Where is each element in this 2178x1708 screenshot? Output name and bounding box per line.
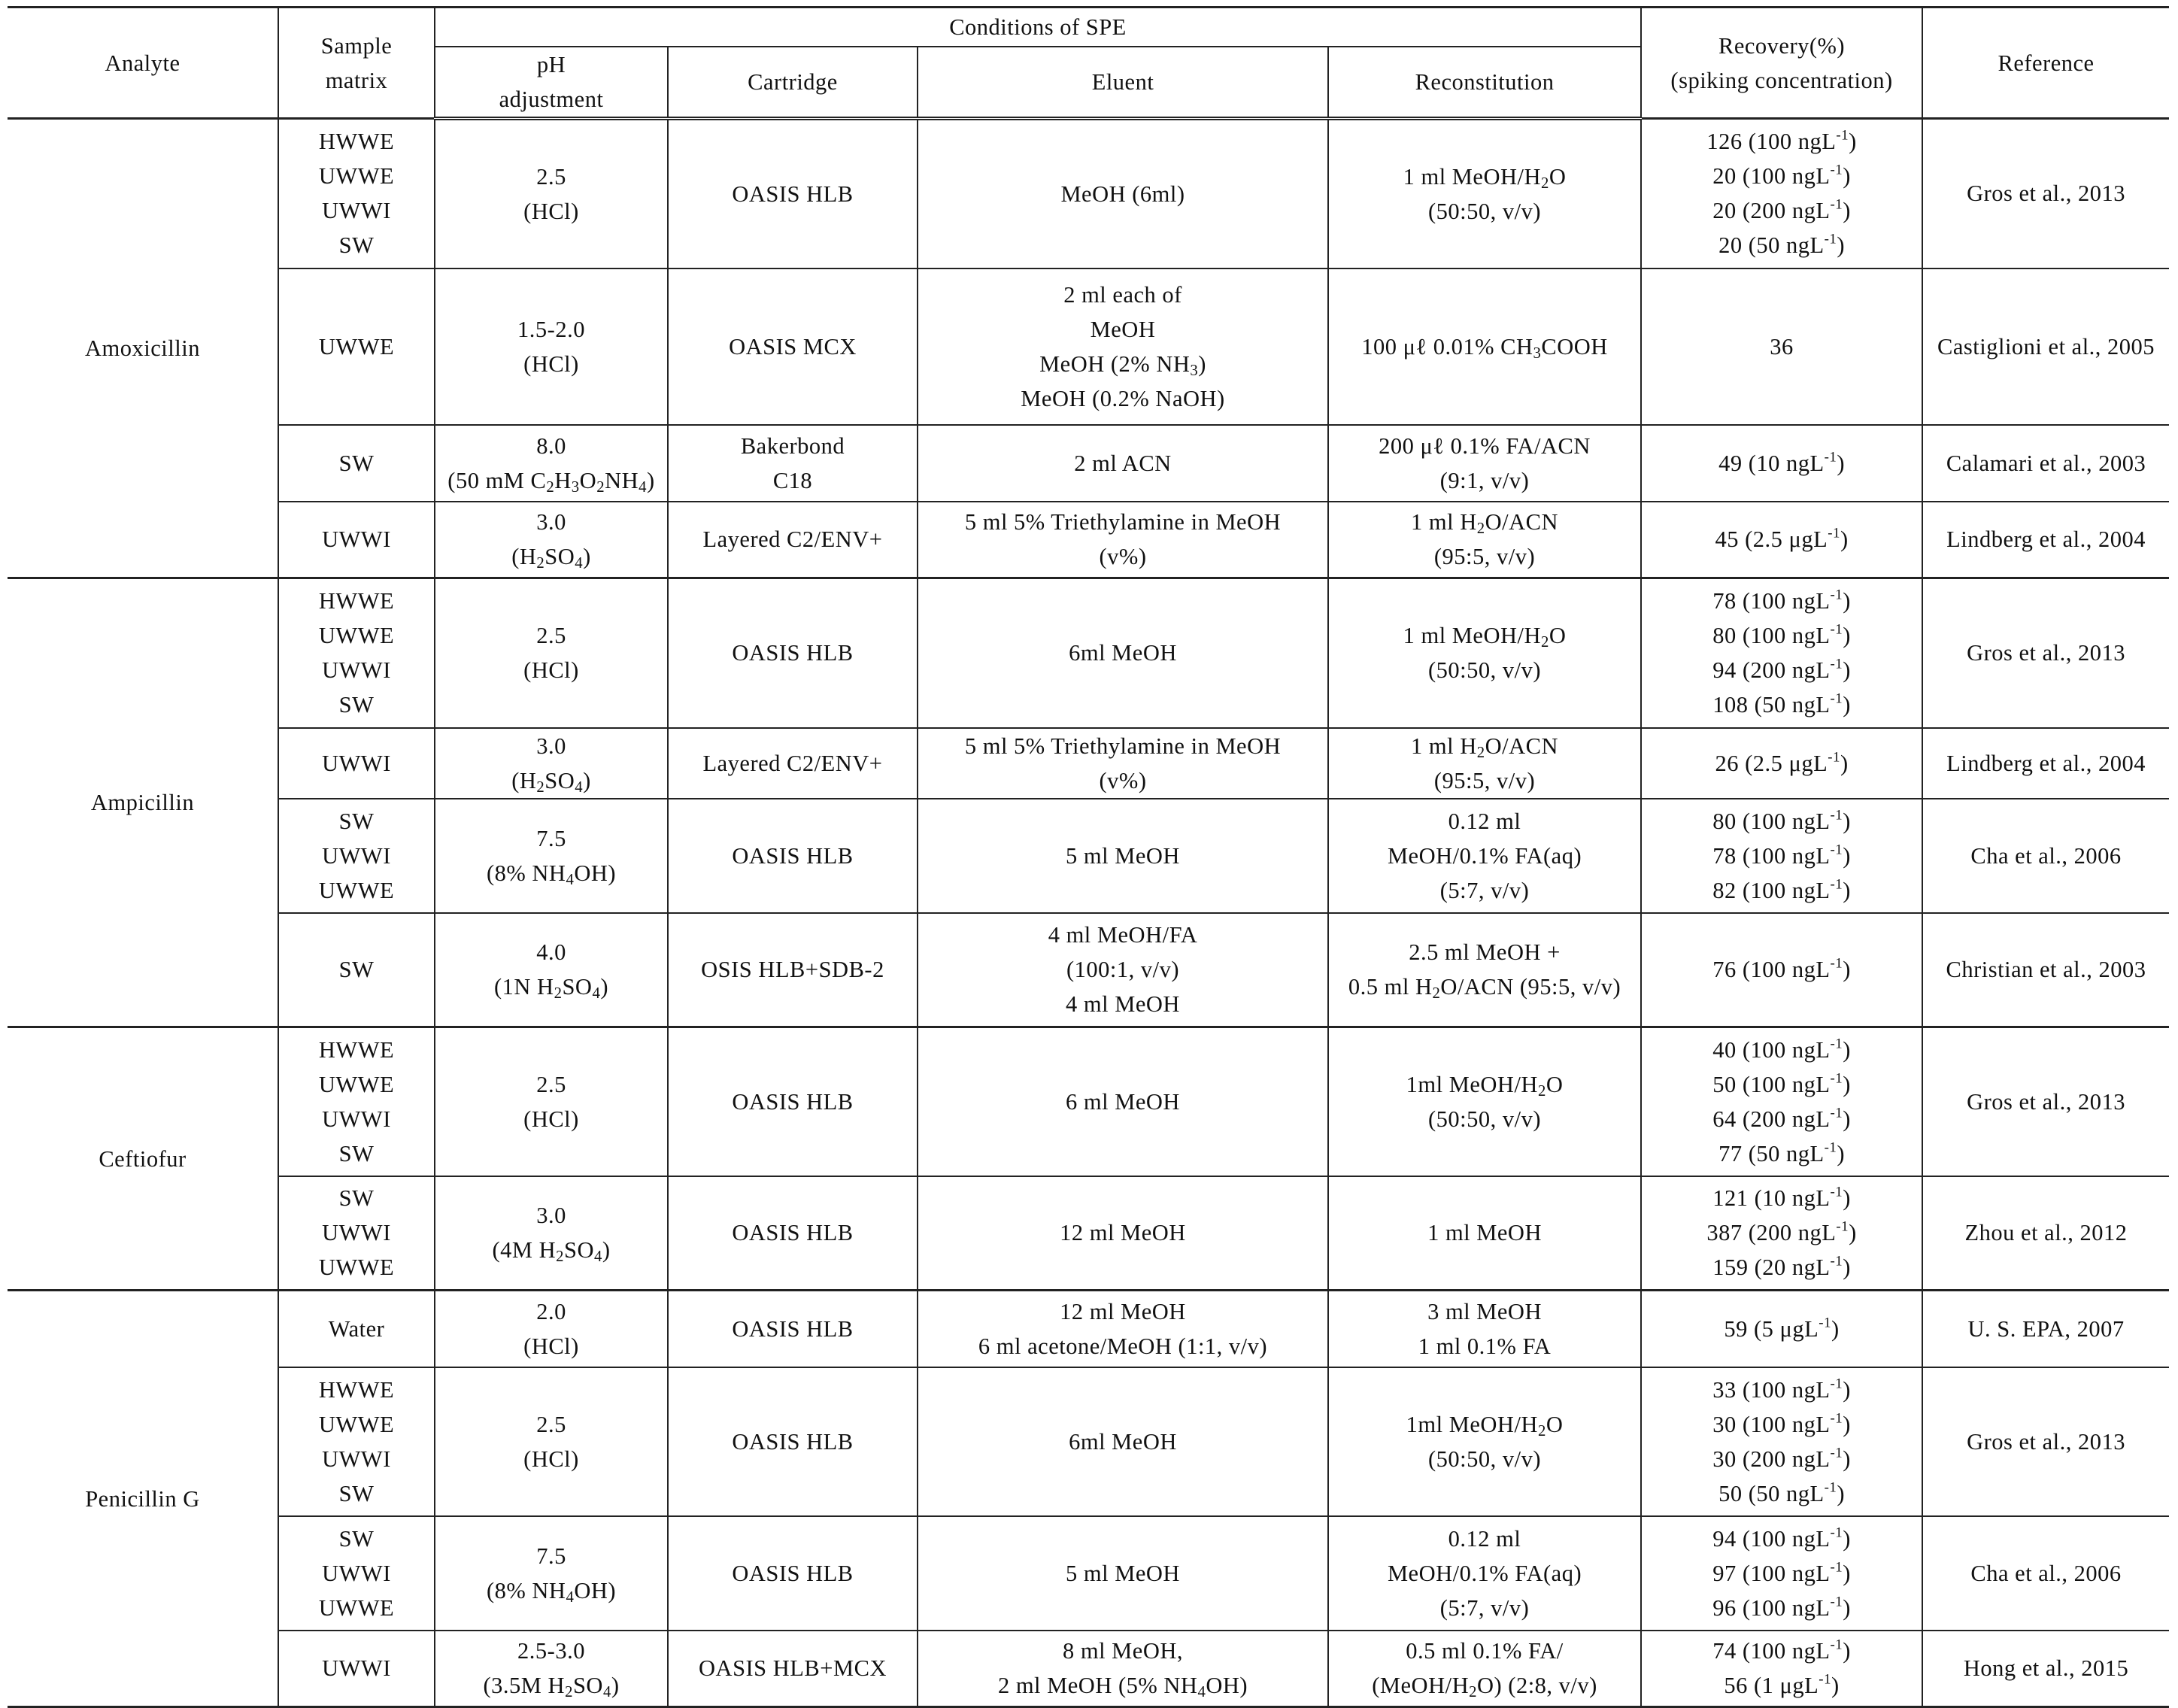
eluent-cell (918, 913, 1328, 1027)
sample-matrix-cell-line: SW (338, 450, 375, 476)
eluent-cell-line: 4 ml MeOH/FA (1048, 922, 1198, 948)
eluent-cell-line: 4 ml MeOH (1066, 991, 1180, 1018)
sample-matrix-cell-line: SW (338, 1185, 375, 1212)
recovery-cell-line: 78 (100 ngL$^{-1}$) (1712, 587, 1851, 614)
recovery-cell (1641, 1367, 1922, 1516)
ph-cell-line: (3.5M $H_2SO_4$) (483, 1673, 620, 1701)
reference-cell: Gros et al., 2013 (1922, 119, 2169, 268)
sample-matrix-cell-line: HWWE (318, 1376, 395, 1403)
reconstitution-cell (1328, 913, 1641, 1027)
sample-matrix-cell (278, 1291, 435, 1367)
recovery-cell (1641, 119, 1922, 268)
ph-cell-line: 2.5 (536, 163, 566, 190)
sample-matrix-cell-line: UWWI (322, 198, 391, 224)
reconstitution-cell (1328, 268, 1641, 425)
cartridge-cell (668, 728, 918, 799)
header-sample-matrix-line: matrix (325, 67, 388, 93)
cartridge-cell-line: OASIS HLB (732, 181, 854, 207)
spe-conditions-table (8, 6, 2169, 1708)
reference-cell: Gros et al., 2013 (1922, 1367, 2169, 1516)
ph-cell (435, 1176, 668, 1291)
recovery-cell (1641, 913, 1922, 1027)
reconstitution-cell-line: $(MeOH/H_2O)$ (2:8, v/v) (1372, 1673, 1597, 1701)
eluent-cell-line: MeOH (1090, 316, 1156, 342)
reconstitution-cell-line: 1 ml $H_2O$/ACN (1411, 509, 1559, 538)
sample-matrix-cell-line: UWWI (322, 1106, 391, 1132)
reconstitution-cell-line: 1 ml MeOH/$H_2O$ (1403, 163, 1567, 192)
reconstitution-cell-line: (50:50, v/v) (1428, 1446, 1542, 1472)
cartridge-cell (668, 578, 918, 728)
ph-cell-line: 2.5-3.0 (517, 1638, 585, 1664)
sample-matrix-cell-line: UWWE (318, 1071, 395, 1097)
cartridge-cell (668, 502, 918, 578)
recovery-cell (1641, 728, 1922, 799)
header-reference: Reference (1922, 8, 2169, 119)
sample-matrix-cell-line: UWWE (318, 163, 395, 190)
cartridge-cell-line: OASIS HLB (732, 1560, 854, 1586)
sample-matrix-cell-line: SW (338, 1525, 375, 1552)
ph-cell (435, 1291, 668, 1367)
sample-matrix-cell (278, 1516, 435, 1631)
cartridge-cell (668, 913, 918, 1027)
analyte-cell: Ampicillin (8, 578, 278, 1027)
recovery-cell-line: 64 (200 ngL$^{-1}$) (1712, 1105, 1851, 1132)
sample-matrix-cell-line: UWWI (322, 750, 391, 776)
cartridge-cell-line: OASIS HLB (732, 842, 854, 869)
sample-matrix-cell-line: SW (338, 1480, 375, 1506)
eluent-cell-line: (v%) (1099, 544, 1147, 570)
sample-matrix-cell (278, 913, 435, 1027)
ph-cell (435, 913, 668, 1027)
eluent-cell-line: 5 ml 5% Triethylamine in MeOH (964, 733, 1282, 759)
reference-cell: Gros et al., 2013 (1922, 1027, 2169, 1176)
eluent-cell (918, 799, 1328, 913)
recovery-cell-line: 96 (100 ngL$^{-1}$) (1712, 1594, 1851, 1621)
reference-cell: Gros et al., 2013 (1922, 578, 2169, 728)
table-header (8, 8, 2169, 119)
analyte-cell: Amoxicillin (8, 119, 278, 578)
cartridge-cell-line: OASIS HLB (732, 1315, 854, 1342)
reconstitution-cell (1328, 578, 1641, 728)
recovery-cell-line: 94 (100 ngL$^{-1}$) (1712, 1524, 1851, 1552)
ph-cell-line: (HCl) (523, 350, 579, 377)
header-sample-matrix (278, 8, 435, 119)
eluent-cell-line: 2 ml each of (1063, 281, 1182, 308)
header-eluent: Eluent (918, 47, 1328, 119)
eluent-cell-line: MeOH (0.2% NaOH) (1021, 385, 1225, 411)
ph-cell-line: 3.0 (536, 733, 566, 759)
recovery-cell-line: 77 (50 ngL$^{-1}$) (1718, 1139, 1846, 1166)
reconstitution-cell-line: (50:50, v/v) (1428, 198, 1542, 224)
eluent-cell-line: 5 ml MeOH (1066, 842, 1180, 869)
ph-cell (435, 502, 668, 578)
recovery-cell-line: 49 (10 ngL$^{-1}$) (1718, 449, 1846, 476)
recovery-cell (1641, 425, 1922, 502)
recovery-cell-line: 50 (50 ngL$^{-1}$) (1718, 1479, 1846, 1506)
recovery-cell-line: 74 (100 ngL$^{-1}$) (1712, 1637, 1851, 1664)
recovery-cell-line: 30 (200 ngL$^{-1}$) (1712, 1445, 1851, 1472)
eluent-cell (918, 502, 1328, 578)
sample-matrix-cell (278, 119, 435, 268)
eluent-cell-line: 8 ml MeOH, (1062, 1638, 1184, 1664)
eluent-cell (918, 1176, 1328, 1291)
sample-matrix-cell-line: HWWE (318, 588, 395, 614)
ph-cell-line: 2.5 (536, 623, 566, 649)
reconstitution-cell-line: (50:50, v/v) (1428, 657, 1542, 684)
reference-cell: Lindberg et al., 2004 (1922, 728, 2169, 799)
reference-cell: Castiglioni et al., 2005 (1922, 268, 2169, 425)
recovery-cell (1641, 1027, 1922, 1176)
ph-cell-line: (1N $H_2SO_4$) (493, 974, 608, 1003)
sample-matrix-cell-line: SW (338, 692, 375, 718)
cartridge-cell-line: OASIS HLB+MCX (699, 1655, 887, 1682)
ph-cell-line: (8% $NH_4OH$) (486, 1577, 617, 1606)
recovery-cell-line: 159 (20 ngL$^{-1}$) (1712, 1253, 1851, 1281)
sample-matrix-cell-line: UWWI (322, 1655, 391, 1682)
ph-cell (435, 268, 668, 425)
eluent-cell-line: 2 ml MeOH (5% $NH_4OH$) (997, 1673, 1248, 1701)
recovery-cell-line: 20 (100 ngL$^{-1}$) (1712, 162, 1851, 190)
eluent-cell-line: 12 ml MeOH (1060, 1220, 1186, 1246)
cartridge-cell (668, 799, 918, 913)
ph-cell (435, 1516, 668, 1631)
sample-matrix-cell (278, 1176, 435, 1291)
recovery-cell-line: 80 (100 ngL$^{-1}$) (1712, 807, 1851, 834)
recovery-cell-line: 20 (200 ngL$^{-1}$) (1712, 196, 1851, 224)
spe-table-page (8, 6, 2169, 1701)
ph-cell (435, 1631, 668, 1707)
reference-cell: Zhou et al., 2012 (1922, 1176, 2169, 1291)
ph-cell-line: 3.0 (536, 1203, 566, 1229)
ph-cell (435, 799, 668, 913)
table-row (8, 268, 2169, 425)
reconstitution-cell-line: (5:7, v/v) (1439, 877, 1530, 903)
sample-matrix-cell-line: SW (338, 957, 375, 983)
analyte-cell: Penicillin G (8, 1291, 278, 1707)
cartridge-cell (668, 1176, 918, 1291)
recovery-cell-line: 26 (2.5 μgL$^{-1}$) (1715, 749, 1849, 776)
analyte-cell: Ceftiofur (8, 1027, 278, 1291)
sample-matrix-cell-line: HWWE (318, 129, 395, 155)
reference-cell: Lindberg et al., 2004 (1922, 502, 2169, 578)
ph-cell-line: 3.0 (536, 509, 566, 535)
eluent-cell (918, 1516, 1328, 1631)
eluent-cell (918, 1631, 1328, 1707)
sample-matrix-cell-line: UWWI (322, 526, 391, 553)
header-cartridge: Cartridge (668, 47, 918, 119)
reconstitution-cell-line: 1 ml $H_2O$/ACN (1411, 733, 1559, 761)
eluent-cell-line: 12 ml MeOH (1060, 1298, 1186, 1324)
recovery-cell (1641, 578, 1922, 728)
recovery-cell-line: 45 (2.5 μgL$^{-1}$) (1715, 525, 1849, 553)
cartridge-cell (668, 1027, 918, 1176)
sample-matrix-cell (278, 578, 435, 728)
reconstitution-cell-line: 200 μℓ 0.1% FA/ACN (1379, 432, 1591, 459)
recovery-cell-line: 76 (100 ngL$^{-1}$) (1712, 955, 1851, 983)
recovery-cell (1641, 799, 1922, 913)
reconstitution-cell-line: 1 ml MeOH (1427, 1220, 1542, 1246)
sample-matrix-cell-line: UWWI (322, 1446, 391, 1472)
cartridge-cell-line: Layered C2/ENV+ (702, 750, 883, 776)
eluent-cell-line: (100:1, v/v) (1066, 957, 1179, 983)
reconstitution-cell-line: 100 μℓ 0.01% $CH_3COOH$ (1361, 333, 1608, 362)
header-sample-matrix-line: Sample (320, 32, 393, 59)
sample-matrix-cell-line: UWWE (318, 1594, 395, 1621)
recovery-cell-line: 20 (50 ngL$^{-1}$) (1718, 231, 1846, 259)
recovery-cell-line: 108 (50 ngL$^{-1}$) (1712, 690, 1851, 718)
reconstitution-cell-line: (95:5, v/v) (1433, 544, 1536, 570)
sample-matrix-cell (278, 1631, 435, 1707)
ph-cell (435, 119, 668, 268)
eluent-cell (918, 1027, 1328, 1176)
ph-cell-line: (HCl) (523, 1333, 579, 1359)
recovery-cell-line: 56 (1 μgL$^{-1}$) (1724, 1671, 1840, 1699)
reference-cell: Hong et al., 2015 (1922, 1631, 2169, 1707)
table-body (8, 119, 2169, 1707)
table-row (8, 1516, 2169, 1631)
eluent-cell (918, 728, 1328, 799)
sample-matrix-cell-line: UWWE (318, 877, 395, 903)
cartridge-cell-line: Layered C2/ENV+ (702, 526, 883, 553)
recovery-cell-line: 387 (200 ngL$^{-1}$) (1706, 1218, 1857, 1246)
recovery-cell-line: 121 (10 ngL$^{-1}$) (1712, 1184, 1851, 1212)
reconstitution-cell (1328, 799, 1641, 913)
cartridge-cell-line: Bakerbond (740, 432, 845, 459)
eluent-cell (918, 1291, 1328, 1367)
cartridge-cell-line: OASIS MCX (729, 333, 857, 359)
sample-matrix-cell (278, 1367, 435, 1516)
recovery-cell-line: 59 (5 μgL$^{-1}$) (1724, 1315, 1840, 1342)
eluent-cell (918, 1367, 1328, 1516)
table-row (8, 1631, 2169, 1707)
ph-cell-line: (HCl) (523, 1446, 579, 1472)
sample-matrix-cell-line: SW (338, 232, 375, 259)
recovery-cell (1641, 1631, 1922, 1707)
sample-matrix-cell-line: UWWI (322, 657, 391, 684)
reconstitution-cell (1328, 1291, 1641, 1367)
ph-cell-line: (8% $NH_4OH$) (486, 860, 617, 888)
recovery-cell-line: 97 (100 ngL$^{-1}$) (1712, 1559, 1851, 1586)
sample-matrix-cell-line: UWWI (322, 842, 391, 869)
reconstitution-cell (1328, 1367, 1641, 1516)
reconstitution-cell-line: 0.12 ml (1448, 1525, 1521, 1552)
eluent-cell-line: 2 ml ACN (1074, 450, 1172, 476)
recovery-cell (1641, 502, 1922, 578)
header-recovery-line: (spiking concentration) (1670, 67, 1893, 93)
ph-cell-line: $(H_2SO_4)$ (511, 544, 591, 572)
reconstitution-cell-line: 2.5 ml MeOH + (1409, 939, 1561, 966)
reconstitution-cell (1328, 425, 1641, 502)
ph-cell-line: (HCl) (523, 198, 579, 224)
recovery-cell-line: 126 (100 ngL$^{-1}$) (1706, 127, 1857, 155)
sample-matrix-cell (278, 728, 435, 799)
eluent-cell (918, 268, 1328, 425)
reconstitution-cell (1328, 119, 1641, 268)
ph-cell-line: 4.0 (536, 939, 566, 966)
cartridge-cell-line: C18 (772, 467, 813, 493)
eluent-cell-line: MeOH (2% $NH_3$) (1039, 350, 1206, 379)
sample-matrix-cell-line: UWWI (322, 1220, 391, 1246)
cartridge-cell-line: OASIS HLB (732, 640, 854, 666)
recovery-cell (1641, 1516, 1922, 1631)
eluent-cell-line: 5 ml 5% Triethylamine in MeOH (964, 509, 1282, 535)
reconstitution-cell-line: 0.12 ml (1448, 808, 1521, 834)
cartridge-cell-line: OASIS HLB (732, 1088, 854, 1115)
header-ph-adjustment (435, 47, 668, 119)
sample-matrix-cell (278, 425, 435, 502)
cartridge-cell (668, 1631, 918, 1707)
recovery-cell-line: 40 (100 ngL$^{-1}$) (1712, 1036, 1851, 1063)
reference-cell: Christian et al., 2003 (1922, 913, 2169, 1027)
recovery-cell-line: 94 (200 ngL$^{-1}$) (1712, 656, 1851, 684)
sample-matrix-cell (278, 1027, 435, 1176)
eluent-cell-line: 5 ml MeOH (1066, 1560, 1180, 1586)
reconstitution-cell (1328, 1027, 1641, 1176)
sample-matrix-cell (278, 502, 435, 578)
ph-cell (435, 425, 668, 502)
sample-matrix-cell (278, 268, 435, 425)
sample-matrix-cell (278, 799, 435, 913)
recovery-cell-line: 30 (100 ngL$^{-1}$) (1712, 1410, 1851, 1437)
sample-matrix-cell-line: UWWE (318, 1411, 395, 1437)
reconstitution-cell-line: MeOH/0.1% FA(aq) (1387, 1560, 1582, 1586)
header-conditions-of-spe: Conditions of SPE (435, 8, 1641, 47)
reconstitution-cell-line: 1 ml MeOH/$H_2O$ (1403, 623, 1567, 651)
reconstitution-cell (1328, 1516, 1641, 1631)
reference-cell: Cha et al., 2006 (1922, 799, 2169, 913)
cartridge-cell (668, 119, 918, 268)
ph-cell-line: 8.0 (536, 432, 566, 459)
table-row (8, 1176, 2169, 1291)
cartridge-cell (668, 425, 918, 502)
recovery-cell-line: 82 (100 ngL$^{-1}$) (1712, 876, 1851, 903)
ph-cell-line: 2.5 (536, 1411, 566, 1437)
table-row (8, 578, 2169, 728)
ph-cell-line: (4M $H_2SO_4$) (492, 1237, 611, 1266)
reconstitution-cell-line: 1ml MeOH/$H_2O$ (1406, 1071, 1564, 1100)
reconstitution-cell-line: (5:7, v/v) (1439, 1594, 1530, 1621)
ph-cell-line: $(H_2SO_4)$ (511, 767, 591, 796)
ph-cell-line: (HCl) (523, 1106, 579, 1132)
header-ph-line: adjustment (499, 86, 604, 112)
reconstitution-cell-line: (95:5, v/v) (1433, 767, 1536, 793)
table-row (8, 119, 2169, 268)
header-analyte: Analyte (8, 8, 278, 119)
table-row (8, 913, 2169, 1027)
eluent-cell-line: 6 ml MeOH (1066, 1088, 1180, 1115)
eluent-cell-line: 6 ml acetone/MeOH (1:1, v/v) (978, 1333, 1268, 1359)
reconstitution-cell (1328, 502, 1641, 578)
recovery-cell (1641, 268, 1922, 425)
cartridge-cell (668, 1367, 918, 1516)
table-row (8, 1367, 2169, 1516)
sample-matrix-cell-line: UWWE (318, 333, 395, 359)
sample-matrix-cell-line: UWWE (318, 623, 395, 649)
cartridge-cell (668, 1291, 918, 1367)
table-row (8, 799, 2169, 913)
sample-matrix-cell-line: UWWI (322, 1560, 391, 1586)
ph-cell (435, 578, 668, 728)
reconstitution-cell-line: 1 ml 0.1% FA (1418, 1333, 1552, 1359)
eluent-cell-line: MeOH (6ml) (1060, 181, 1185, 207)
recovery-cell-line: 36 (1770, 333, 1794, 359)
recovery-cell-line: 78 (100 ngL$^{-1}$) (1712, 842, 1851, 869)
eluent-cell (918, 425, 1328, 502)
cartridge-cell (668, 1516, 918, 1631)
ph-cell (435, 728, 668, 799)
eluent-cell-line: 6ml MeOH (1069, 640, 1177, 666)
sample-matrix-cell-line: HWWE (318, 1036, 395, 1063)
sample-matrix-cell-line: SW (338, 808, 375, 834)
recovery-cell-line: 33 (100 ngL$^{-1}$) (1712, 1376, 1851, 1403)
ph-cell (435, 1027, 668, 1176)
eluent-cell (918, 578, 1328, 728)
recovery-cell (1641, 1176, 1922, 1291)
sample-matrix-cell-line: SW (338, 1140, 375, 1166)
reconstitution-cell (1328, 1631, 1641, 1707)
reconstitution-cell-line: (9:1, v/v) (1439, 467, 1530, 493)
cartridge-cell (668, 268, 918, 425)
cartridge-cell-line: OASIS HLB (732, 1220, 854, 1246)
reference-cell: Cha et al., 2006 (1922, 1516, 2169, 1631)
table-row (8, 502, 2169, 578)
ph-cell (435, 1367, 668, 1516)
table-row (8, 1027, 2169, 1176)
ph-cell-line: 2.0 (536, 1298, 566, 1324)
reconstitution-cell-line: 1ml MeOH/$H_2O$ (1406, 1411, 1564, 1440)
sample-matrix-cell-line: UWWE (318, 1254, 395, 1281)
recovery-cell-line: 80 (100 ngL$^{-1}$) (1712, 621, 1851, 649)
reconstitution-cell-line: 0.5 ml $H_2O$/ACN (95:5, v/v) (1348, 974, 1621, 1003)
reconstitution-cell (1328, 1176, 1641, 1291)
reference-cell: Calamari et al., 2003 (1922, 425, 2169, 502)
reference-cell: U. S. EPA, 2007 (1922, 1291, 2169, 1367)
ph-cell-line: 1.5-2.0 (517, 316, 585, 342)
reconstitution-cell-line: 3 ml MeOH (1427, 1298, 1542, 1324)
table-row (8, 425, 2169, 502)
ph-cell-line: 7.5 (536, 825, 566, 851)
ph-cell-line: (50 mM $C_2H_3O_2NH_4$) (447, 467, 655, 496)
header-recovery (1641, 8, 1922, 119)
reconstitution-cell-line: MeOH/0.1% FA(aq) (1387, 842, 1582, 869)
reconstitution-cell (1328, 728, 1641, 799)
reconstitution-cell-line: 0.5 ml 0.1% FA/ (1406, 1638, 1564, 1664)
cartridge-cell-line: OSIS HLB+SDB-2 (701, 957, 884, 983)
eluent-cell-line: 6ml MeOH (1069, 1428, 1177, 1455)
eluent-cell-line: (v%) (1099, 767, 1147, 793)
ph-cell-line: 7.5 (536, 1543, 566, 1569)
header-reconstitution: Reconstitution (1328, 47, 1641, 119)
recovery-cell-line: 50 (100 ngL$^{-1}$) (1712, 1070, 1851, 1097)
cartridge-cell-line: OASIS HLB (732, 1428, 854, 1455)
recovery-cell (1641, 1291, 1922, 1367)
eluent-cell (918, 119, 1328, 268)
sample-matrix-cell-line: Water (328, 1315, 385, 1342)
header-recovery-line: Recovery(%) (1718, 32, 1846, 59)
ph-cell-line: 2.5 (536, 1071, 566, 1097)
reconstitution-cell-line: (50:50, v/v) (1428, 1106, 1542, 1132)
table-row (8, 728, 2169, 799)
table-row (8, 1291, 2169, 1367)
ph-cell-line: (HCl) (523, 657, 579, 684)
header-ph-line: pH (536, 51, 566, 77)
